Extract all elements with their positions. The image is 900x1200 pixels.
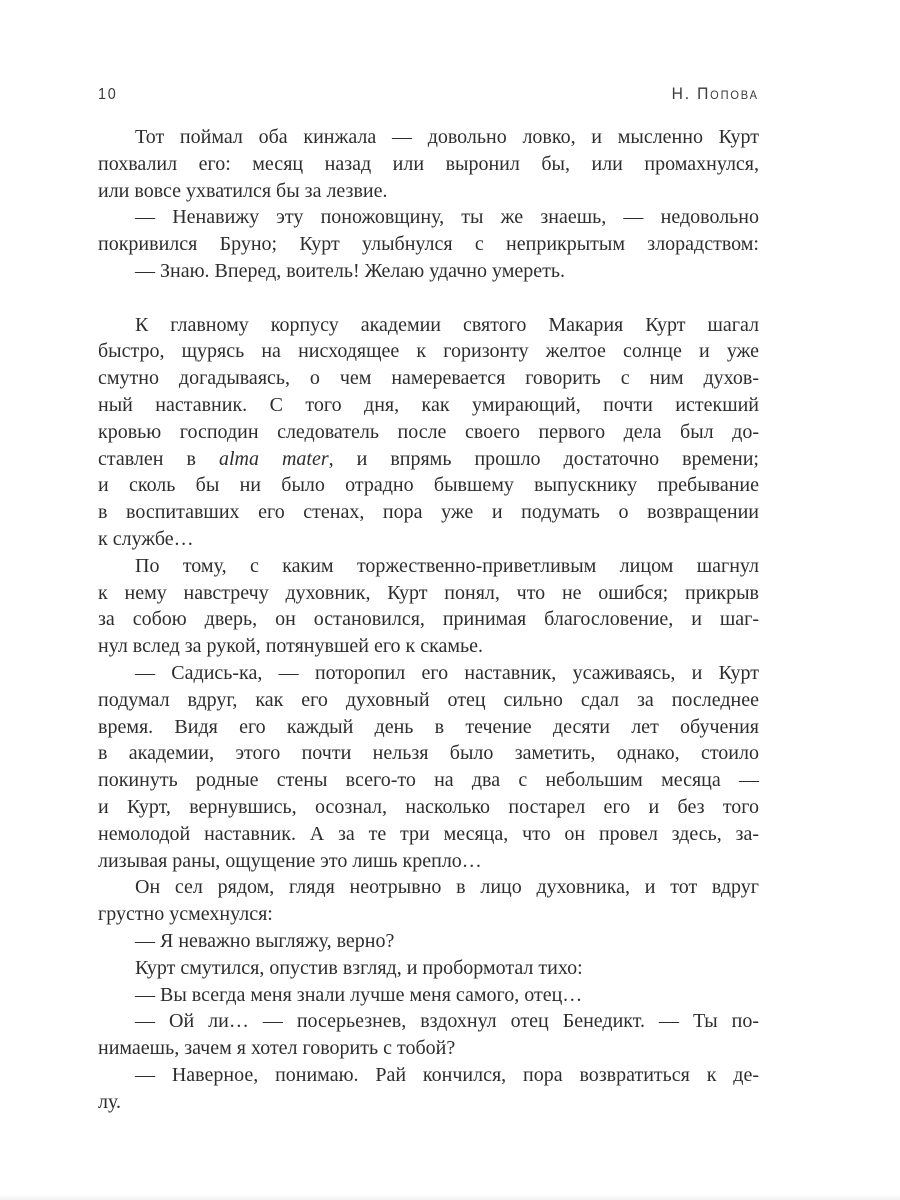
text-line: лу. xyxy=(98,1090,121,1113)
paragraph xyxy=(98,982,759,1009)
text-line: покривился Бруно; Курт улыбнулся с неприкрытым злорадством: xyxy=(98,233,759,256)
text-line: подумал вдруг, как его духовный отец сильно сдал за последнее xyxy=(98,688,759,711)
page-number: 10 xyxy=(98,86,118,103)
text-body xyxy=(98,124,759,1115)
text-line: — Я неважно выгляжу, верно? xyxy=(135,929,395,952)
text-line: и Курт, вернувшись, осознал, насколько постарел его и без того xyxy=(98,795,759,818)
paragraph xyxy=(98,660,759,874)
text-line: за собою дверь, он остановился, принимая благословение, и шаг- xyxy=(98,608,759,631)
text-line: кровью господин следователь после своего первого дела был до- xyxy=(98,420,759,443)
text-line: покинуть родные стены всего-то на два с небольшим месяца — xyxy=(98,769,759,792)
section-break xyxy=(98,285,759,312)
text-line: Тот поймал оба кинжала — довольно ловко, и мысленно Курт xyxy=(135,126,759,148)
page-bottom-shadow xyxy=(0,1194,900,1200)
text-line: немолодой наставник. А за те три месяца, что он провел здесь, за- xyxy=(98,822,759,845)
running-header-author: Н. Попова xyxy=(671,84,759,103)
paragraph xyxy=(98,1008,759,1062)
text-line: грустно усмехнулся: xyxy=(98,903,273,926)
text-line: к нему навстречу духовник, Курт понял, что не ошибся; прикрыв xyxy=(98,581,759,604)
paragraph xyxy=(98,928,759,955)
text-line: лизывая раны, ощущение это лишь крепло… xyxy=(98,849,482,872)
paragraph xyxy=(98,124,759,204)
paragraph xyxy=(98,312,759,553)
text-line: в воспитавших его стенах, пора уже и подумать о возвращении xyxy=(98,501,759,524)
text-line: к службе… xyxy=(98,527,194,550)
paragraph xyxy=(98,874,759,928)
text-line: — Садись-ка, — поторопил его наставник, усаживаясь, и Курт xyxy=(135,661,759,684)
text-line: К главному корпусу академии святого Макария Курт шагал xyxy=(135,313,759,336)
text-line: ный наставник. С того дня, как умирающий, почти истекший xyxy=(98,393,759,416)
paragraph xyxy=(98,204,759,258)
text-line: По тому, с каким торжественно-приветливым лицом шагнул xyxy=(135,554,759,577)
text-line: — Наверное, понимаю. Рай кончился, пора возвратиться к де- xyxy=(135,1063,759,1086)
text-line: или вовсе ухватился бы за лезвие. xyxy=(98,179,388,202)
paragraph xyxy=(98,1062,759,1116)
text-line: быстро, щурясь на нисходящее к горизонту желтое солнце и уже xyxy=(98,340,759,363)
running-header xyxy=(98,84,759,104)
paragraph xyxy=(98,553,759,660)
text-line: в академии, этого почти нельзя было заметить, однако, стоило xyxy=(98,742,759,765)
text-line: нимаешь, зачем я хотел говорить с тобой? xyxy=(98,1037,456,1060)
text-line: время. Видя его каждый день в течение десяти лет обучения xyxy=(98,715,759,738)
text-line: смутно догадываясь, о чем намеревается говорить с ним духов- xyxy=(98,367,759,390)
text-line: — Ненавижу эту поножовщину, ты же знаешь, — недовольно xyxy=(135,206,759,229)
text-line: — Вы всегда меня знали лучше меня самого, отец… xyxy=(135,983,583,1006)
text-line: — Ой ли… — посерьезнев, вздохнул отец Бенедикт. — Ты по- xyxy=(135,1010,759,1033)
text-line: Курт смутился, опустив взгляд, и пробормотал тихо: xyxy=(135,956,583,979)
text-line: и сколь бы ни было отрадно бывшему выпускнику пребывание xyxy=(98,474,759,497)
text-line: нул вслед за рукой, потянувшей его к скамье. xyxy=(98,635,484,658)
paragraph xyxy=(98,955,759,982)
text-line: — Знаю. Вперед, воитель! Желаю удачно умереть. xyxy=(135,259,565,282)
text-line: похвалил его: месяц назад или выронил бы, или промахнулся, xyxy=(98,152,759,175)
paragraph xyxy=(98,258,759,285)
text-line: Он сел рядом, глядя неотрывно в лицо духовника, и тот вдруг xyxy=(135,876,759,899)
text-line: ставлен в alma mater, и впрямь прошло достаточно времени; xyxy=(98,447,759,470)
